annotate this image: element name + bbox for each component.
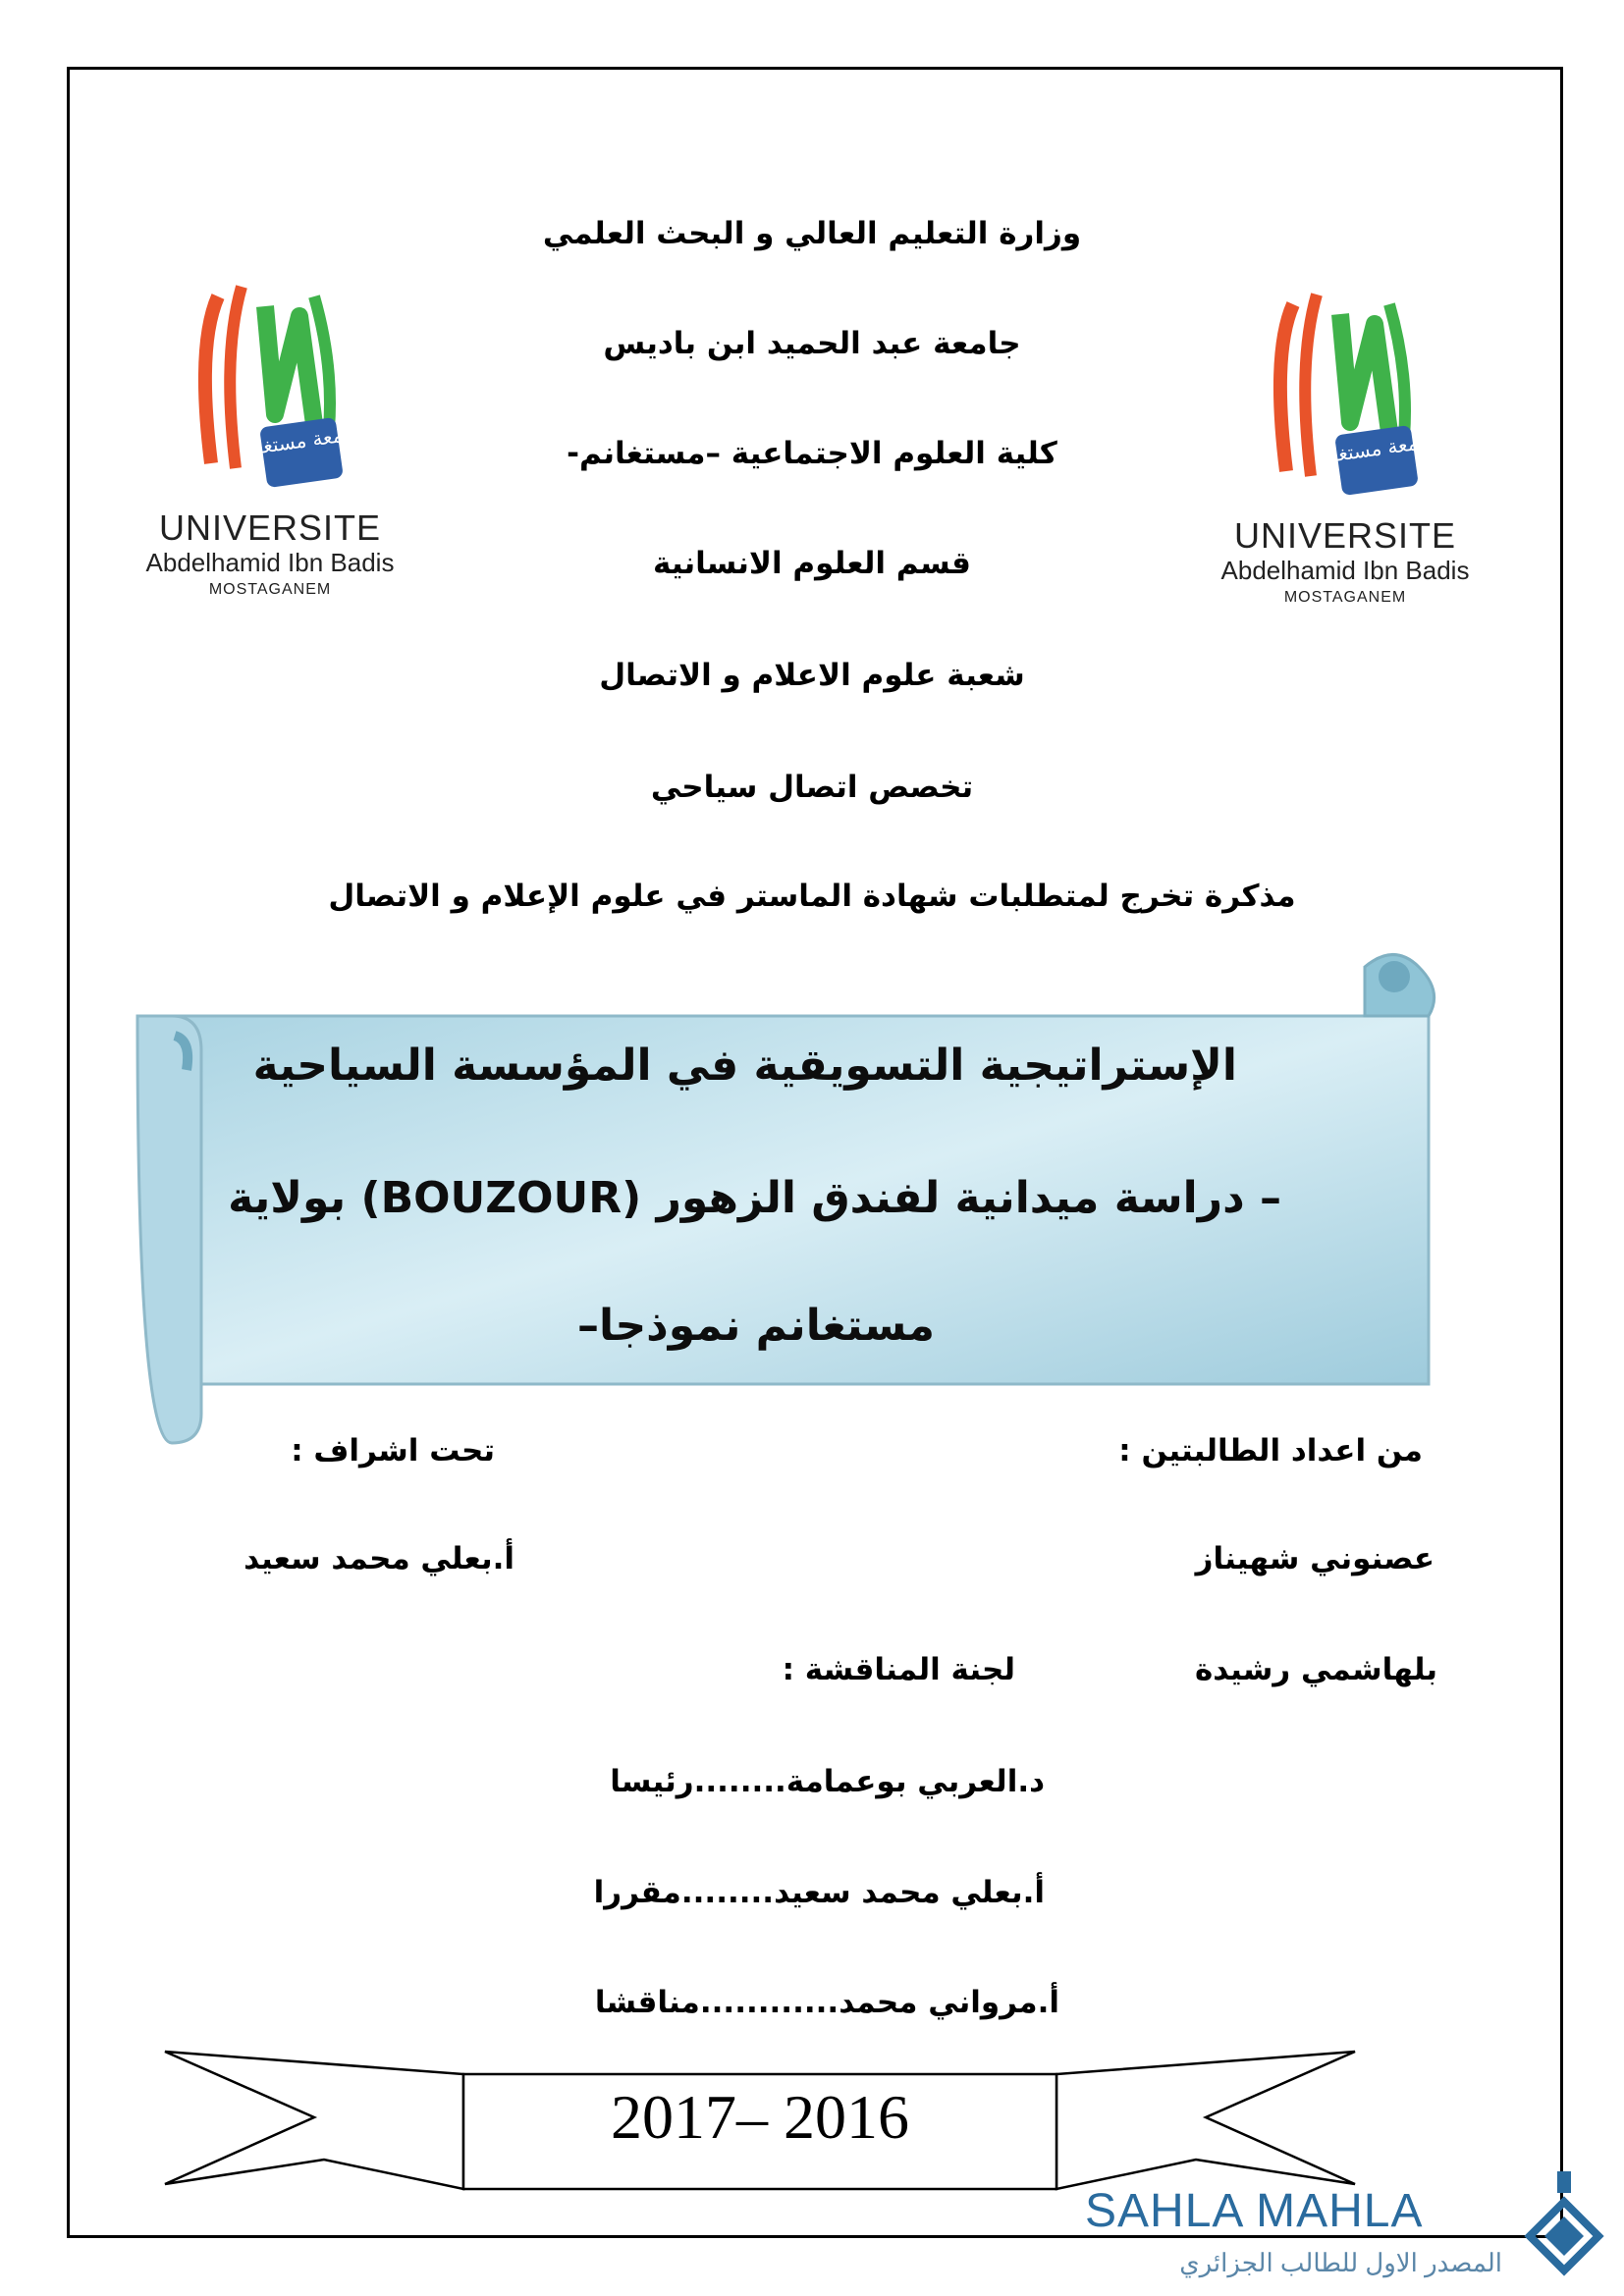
logo-line2: Abdelhamid Ibn Badis: [145, 548, 395, 577]
watermark-brand: SAHLA MAHLA: [1085, 2185, 1424, 2237]
department-name: قسم العلوم الانسانية: [653, 546, 971, 581]
branch-name: شعبة علوم الاعلام و الاتصال: [599, 658, 1025, 693]
university-name: جامعة عبد الحميد ابن باديس: [603, 326, 1021, 361]
watermark-tagline: المصدر الاول للطالب الجزائري: [1179, 2248, 1502, 2277]
faculty-name: كلية العلوم الاجتماعية –مستغانم-: [567, 436, 1057, 471]
committee-member: أ.بعلي محمد سعيد........مقررا: [593, 1875, 1045, 1910]
thesis-title-line2: – دراسة ميدانية لفندق الزهور (BOUZOUR) بولاية: [228, 1173, 1281, 1223]
memo-description: مذكرة تخرج لمتطلبات شهادة الماستر في علوم الإعلام و الاتصال: [328, 879, 1296, 914]
watermark-logo-icon: [1520, 2167, 1618, 2290]
committee-member: أ.مرواني محمد............مناقشا: [594, 1985, 1059, 2020]
logo-line1: UNIVERSITE: [1233, 515, 1457, 556]
supervisor-label: تحت اشراف :: [291, 1433, 495, 1468]
committee-member: د.العربي بوعمامة........رئيسا: [610, 1764, 1045, 1799]
thesis-title-line1: الإستراتيجية التسويقية في المؤسسة السياحية: [252, 1041, 1237, 1091]
supervisor-name: أ.بعلي محمد سعيد: [244, 1541, 514, 1576]
logo-arabic-mark: جامعة مستغانم: [237, 420, 362, 461]
logo-line3: MOSTAGANEM: [208, 581, 332, 598]
specialty-name: تخصص اتصال سياحي: [650, 770, 974, 805]
student-name-1: عصنوني شهيناز: [1195, 1541, 1435, 1576]
committee-label: لجنة المناقشة :: [782, 1652, 1015, 1687]
logo-line2: Abdelhamid Ibn Badis: [1220, 556, 1470, 585]
logo-line3: MOSTAGANEM: [1283, 589, 1407, 606]
students-label: من اعداد الطالبتين :: [1118, 1433, 1423, 1468]
academic-year: 2017– 2016: [611, 2082, 909, 2152]
logo-line1: UNIVERSITE: [158, 507, 382, 548]
ministry-name: وزارة التعليم العالي و البحث العلمي: [542, 216, 1082, 251]
student-name-2: بلهاشمي رشيدة: [1194, 1652, 1437, 1687]
logo-arabic-mark: جامعة مستغانم: [1312, 428, 1437, 469]
thesis-title-line3: مستغانم نموذجا–: [576, 1301, 936, 1351]
